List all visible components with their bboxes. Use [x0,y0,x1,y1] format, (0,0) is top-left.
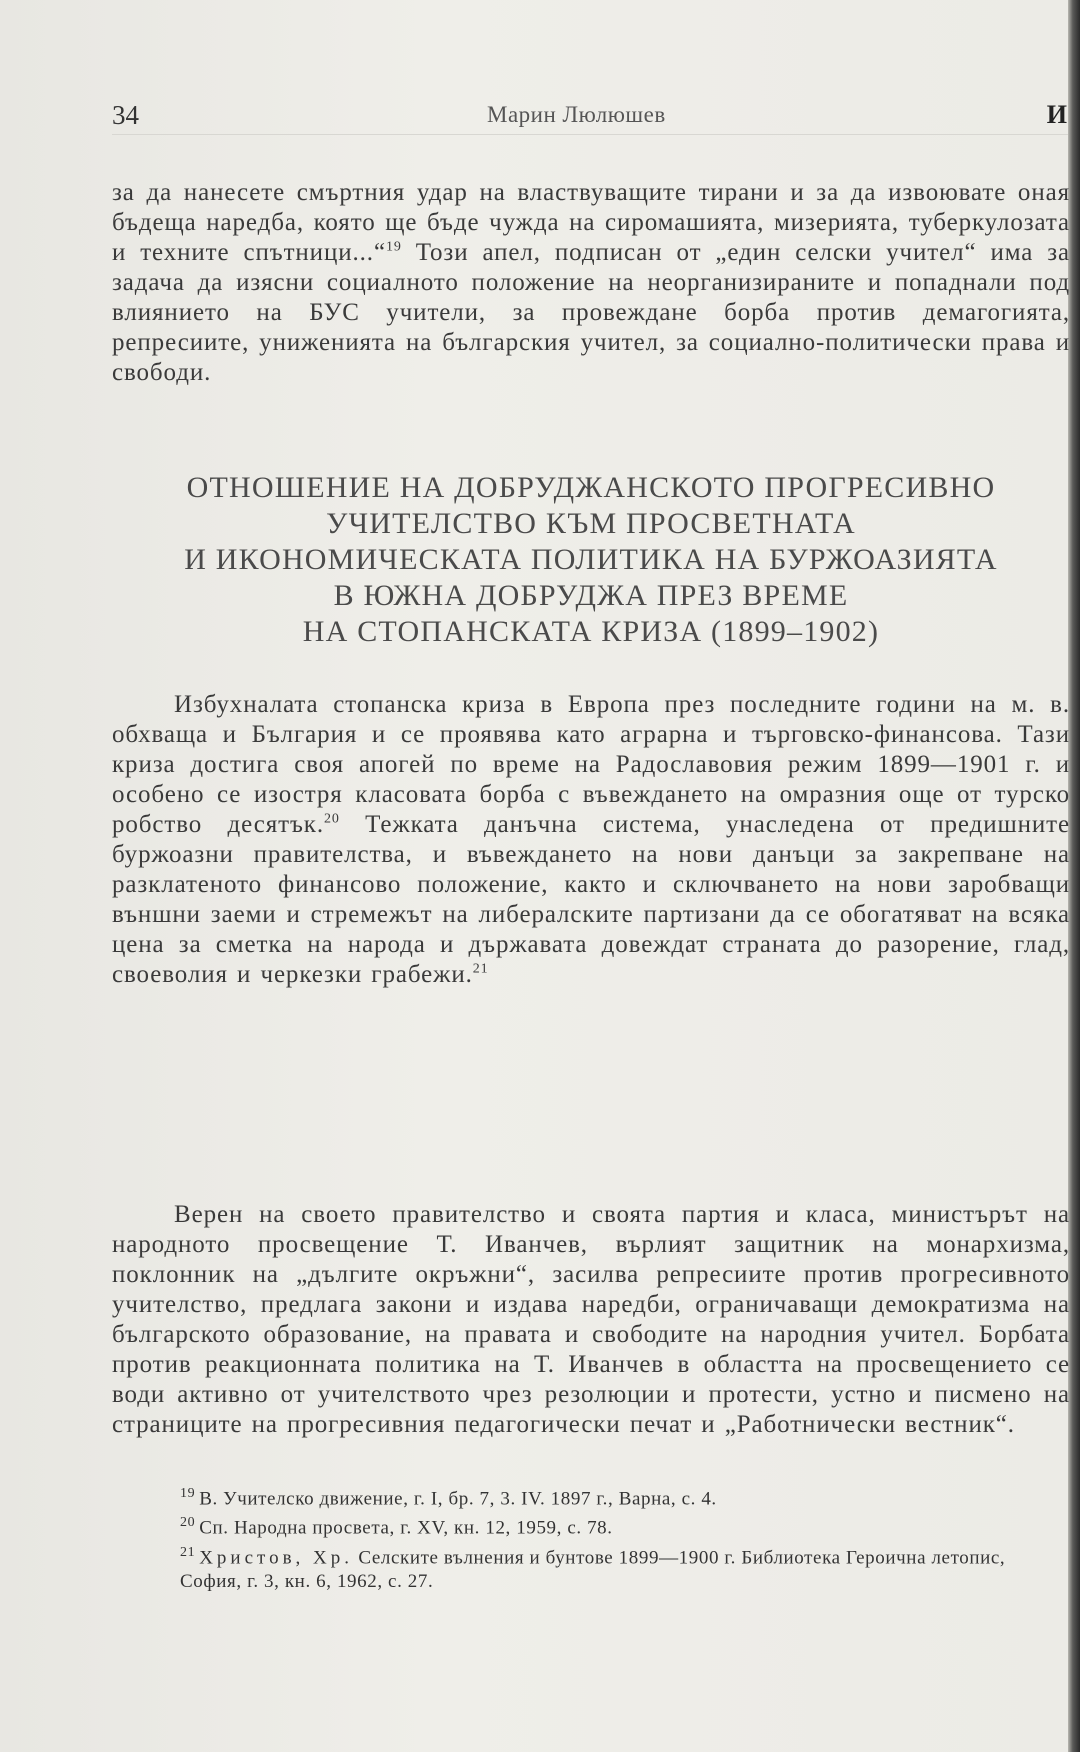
intro-text: за да нанесете смъртния удар на властвуващите тирани и за да извоювате оная бъдеща наредба, която ще бъде чужда на сиромашията, мизерията, туберкулозата и техните спътници...“ [112,179,1070,266]
heading-line-1: ОТНОШЕНИЕ НА ДОБРУДЖАНСКОТО ПРОГРЕСИВНО [186,471,996,504]
heading-line-5: НА СТОПАНСКАТА КРИЗА (1899–1902) [302,615,880,648]
section-heading [112,470,1070,650]
footnote-author: Христов, Хр. [199,1546,354,1568]
footnote-21 [112,1541,1070,1594]
body-paragraph-2 [112,1200,1070,1440]
footnote-ref-21: 21 [472,961,489,977]
intro-paragraph [112,178,1070,388]
footnote-20 [112,1511,1070,1540]
body1-text-continued: Тежката данъчна система, унаследена от предишните буржоазни правителства, и въвеждането на нови данъци за закрепване на разклатеното финансово положение, както и сключването на нови заробващи външни заеми и стремежът на либералските партизани да се обогатяват на всяка цена за сметка на народа и държавата довеждат страната до разорение, глад, своеволия и черкезки грабежи. [112,811,1070,988]
footnote-text: Селските вълнения и бунтове 1899—1900 г. Библиотека Героична летопис, София, г. 3, кн. 6, 1962, с. 27. [180,1546,1006,1592]
footnote-number: 19 [180,1486,196,1501]
heading-line-3: И ИКОНОМИЧЕСКАТА ПОЛИТИКА НА БУРЖОАЗИЯТА [184,543,998,576]
footnote-number: 20 [180,1515,196,1531]
footnote-number: 21 [180,1544,196,1560]
body1-text: Избухналата стопанска криза в Европа през последните години на м. в. обхваща и България и се проявява като аграрна и търговско-финансова. Тази криза достига своя апогей по време на Радославовия режим 1899—1901 г. и особено се изостря класовата борба с въвеждането на омразния още от турско робство десятък. [112,691,1070,838]
running-head: Марин Люлюшев [487,102,666,127]
footnote-19 [112,1482,1070,1511]
footnote-text: Сп. Народна просвета, г. XV, кн. 12, 1959, с. 78. [199,1517,613,1539]
heading-line-2: УЧИТЕЛСТВО КЪМ ПРОСВЕТНАТА [326,507,856,540]
page-number: 34 [112,100,139,130]
header-rule [112,134,1068,135]
footnote-ref-19: 19 [385,239,402,255]
intro-text-continued: Този апел, подписан от „един селски учител“ има за задача да изясни социалното положение на неорганизираните и попаднали под влиянието на БУС учители, за провеждане борба против демагогията, репресиите, униженията на българския учител, за социално-политически права и свободи. [112,239,1071,386]
heading-line-4: В ЮЖНА ДОБРУДЖА ПРЕЗ ВРЕМЕ [333,579,849,612]
header-edge-mark: И [1046,100,1067,129]
footnotes [112,1482,1070,1594]
footnote-ref-20: 20 [324,811,340,827]
body-paragraph-1 [112,690,1070,990]
body2-text: Верен на своето правителство и своята партия и класа, министърът на народното просвещение Т. Иванчев, върлият защитник на монархизма, поклонник на „дългите окръжни“, засилва репресиите против прогресивното учителство, предлага закони и издава наредби, ограничаващи демократизма на българското образование, на правата и свободите на народния учител. Борбата против реакционната политика на Т. Иванчев в областта на просвещението се води активно от учителството чрез резолюции и протести, устно и писмено на страниците на прогресивния педагогически печат и „Работнически вестник“. [112,1201,1070,1438]
footnote-text: В. Учителско движение, г. I, бр. 7, 3. IV. 1897 г., Варна, с. 4. [199,1488,717,1510]
